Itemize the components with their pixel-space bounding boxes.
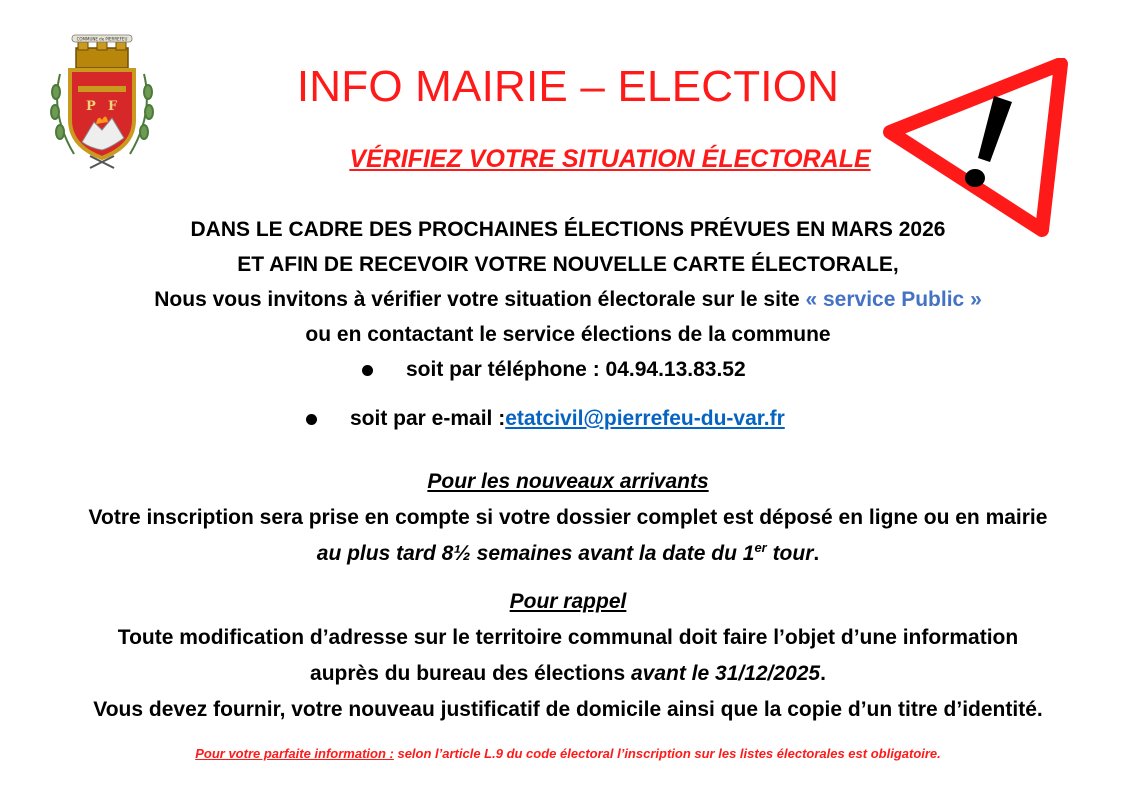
newcomers-period: . [813, 542, 820, 565]
crest-initial-left: P [86, 99, 96, 114]
bullet-dot-icon [306, 414, 317, 425]
newcomers-deadline-end: tour [766, 542, 814, 565]
page-subtitle: VÉRIFIEZ VOTRE SITUATION ÉLECTORALE [349, 145, 871, 173]
reminder-period: . [820, 662, 826, 685]
intro-line-3 [0, 282, 1136, 317]
reminder-line-1: Toute modification d’adresse sur le territoire communal doit faire l’objet d’une information [117, 626, 1019, 649]
reminder-deadline: avant le 31/12/2025 [630, 662, 821, 685]
intro-line-1: DANS LE CADRE DES PROCHAINES ÉLECTIONS PRÉVUES EN MARS 2026 [190, 218, 946, 241]
reminder-line-2 [0, 656, 1136, 692]
reminder-heading: Pour rappel [509, 590, 627, 613]
service-public-link[interactable]: « service Public » [805, 288, 982, 311]
email-link[interactable]: etatcivil@pierrefeu-du-var.fr [505, 407, 785, 430]
newcomers-line-1: Votre inscription sera prise en compte si votre dossier complet est déposé en ligne ou en mairie [88, 506, 1048, 529]
reminder-line-3: Vous devez fournir, votre nouveau justificatif de domicile ainsi que la copie d’un titre d’identité. [93, 698, 1043, 721]
newcomers-deadline-sup: er [754, 540, 767, 555]
intro-line-4: ou en contactant le service élections de la commune [305, 323, 831, 346]
intro-line-3-text: Nous vous invitons à vérifier votre situation électorale sur le site [154, 288, 806, 311]
intro-text [0, 212, 1136, 352]
email-contact-label: soit par e-mail : [350, 407, 506, 430]
newcomers-section [0, 464, 1136, 572]
intro-line-2: ET AFIN DE RECEVOIR VOTRE NOUVELLE CARTE ÉLECTORALE, [237, 253, 899, 276]
email-bullet [306, 407, 785, 431]
newcomers-line-2 [0, 536, 1136, 572]
crest-banner: COMMUNE de PIERREFEU [76, 36, 128, 42]
reminder-line-2-text: auprès du bureau des élections [310, 662, 631, 685]
crest-initial-right: F [108, 99, 118, 114]
page-title: INFO MAIRIE – ELECTION [296, 62, 840, 111]
newcomers-heading: Pour les nouveaux arrivants [427, 470, 709, 493]
reminder-section [0, 584, 1136, 728]
newcomers-deadline: au plus tard 8½ semaines avant la date du 1 [316, 542, 755, 565]
bullet-dot-icon [362, 365, 373, 376]
phone-contact: soit par téléphone : 04.94.13.83.52 [406, 358, 746, 381]
footer-text: selon l’article L.9 du code électoral l’inscription sur les listes électorales est obligatoire. [393, 746, 941, 761]
footer-label: Pour votre parfaite information : [195, 746, 394, 761]
phone-bullet [362, 358, 746, 382]
legal-footer [0, 746, 1136, 761]
